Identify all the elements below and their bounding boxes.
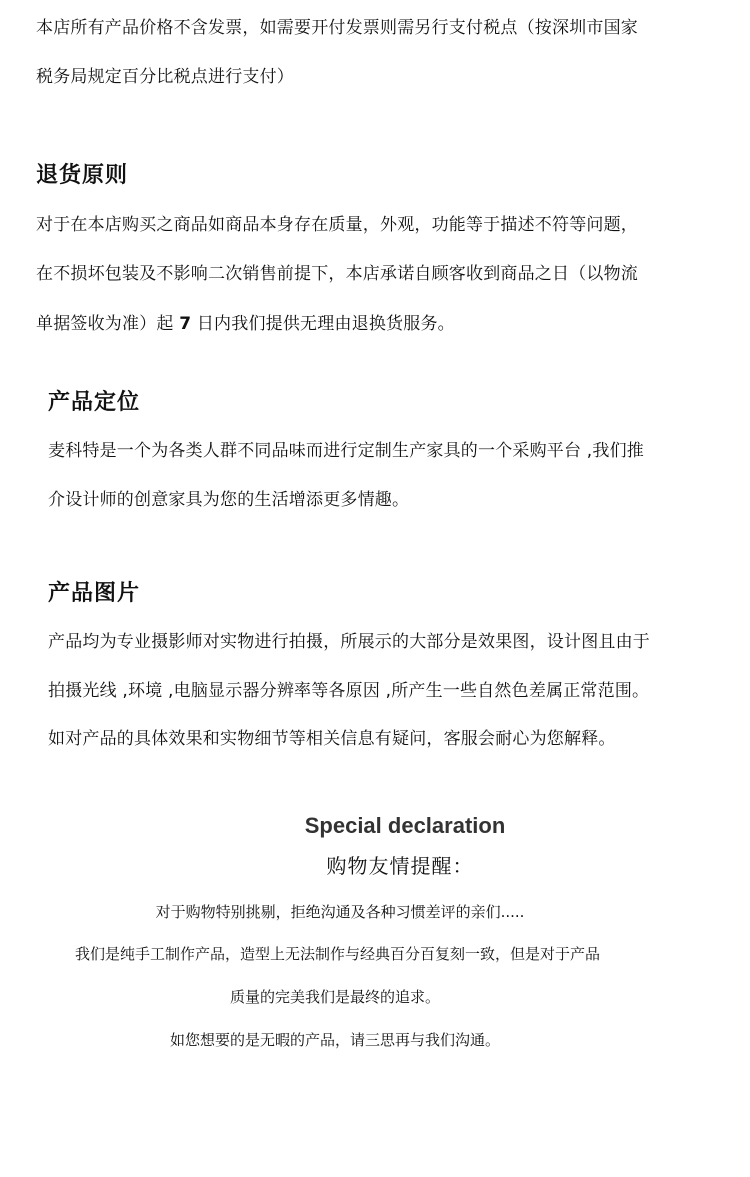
returns-line-2: 在不损坏包装及不影响二次销售前提下，本店承诺自顾客收到商品之日（以物流 [36,264,638,284]
special-declaration-title [0,812,750,840]
returns-line-1: 对于在本店购买之商品如商品本身存在质量，外观，功能等于描述不符等问题， [36,215,638,235]
images-line-3: 如对产品的具体效果和实物细节等相关信息有疑问，客服会耐心为您解释。 [48,729,616,749]
declaration-line-2: 我们是纯手工制作产品，造型上无法制作与经典百分百复刻一致，但是对于产品 [74,945,600,963]
returns-line-3 [36,312,455,336]
positioning-line-2: 介设计师的创意家具为您的生活增添更多情趣。 [48,490,410,510]
declaration-line-3: 质量的完美我们是最终的追求。 [229,988,440,1006]
invoice-notice-line-1: 本店所有产品价格不含发票，如需要开付发票则需另行支付税点（按深圳市国家 [36,18,638,38]
images-heading: 产品图片 [48,581,141,606]
returns-days-number: 7 [179,314,192,334]
shopping-reminder-heading: 购物友情提醒： [326,854,474,878]
returns-line-3-end: 日内我们提供无理由退换货服务。 [191,314,455,334]
images-line-2: 拍摄光线 ,环境 ,电脑显示器分辨率等各原因 ,所产生一些自然色差属正常范围。 [48,681,650,701]
declaration-line-1: 对于购物特别挑剔，拒绝沟通及各种习惯差评的亲们..... [155,903,525,921]
images-line-1: 产品均为专业摄影师对实物进行拍摄，所展示的大部分是效果图，设计图且由于 [48,632,650,652]
positioning-heading: 产品定位 [48,390,141,415]
declaration-line-4: 如您想要的是无暇的产品，请三思再与我们沟通。 [169,1031,500,1049]
special-declaration-text: Special declaration [304,813,506,838]
invoice-notice-line-2: 税务局规定百分比税点进行支付） [36,67,294,87]
positioning-line-1: 麦科特是一个为各类人群不同品味而进行定制生产家具的一个采购平台 ,我们推 [48,441,645,461]
returns-line-3-start: 单据签收为准）起 [36,314,180,334]
returns-heading: 退货原则 [36,163,129,188]
